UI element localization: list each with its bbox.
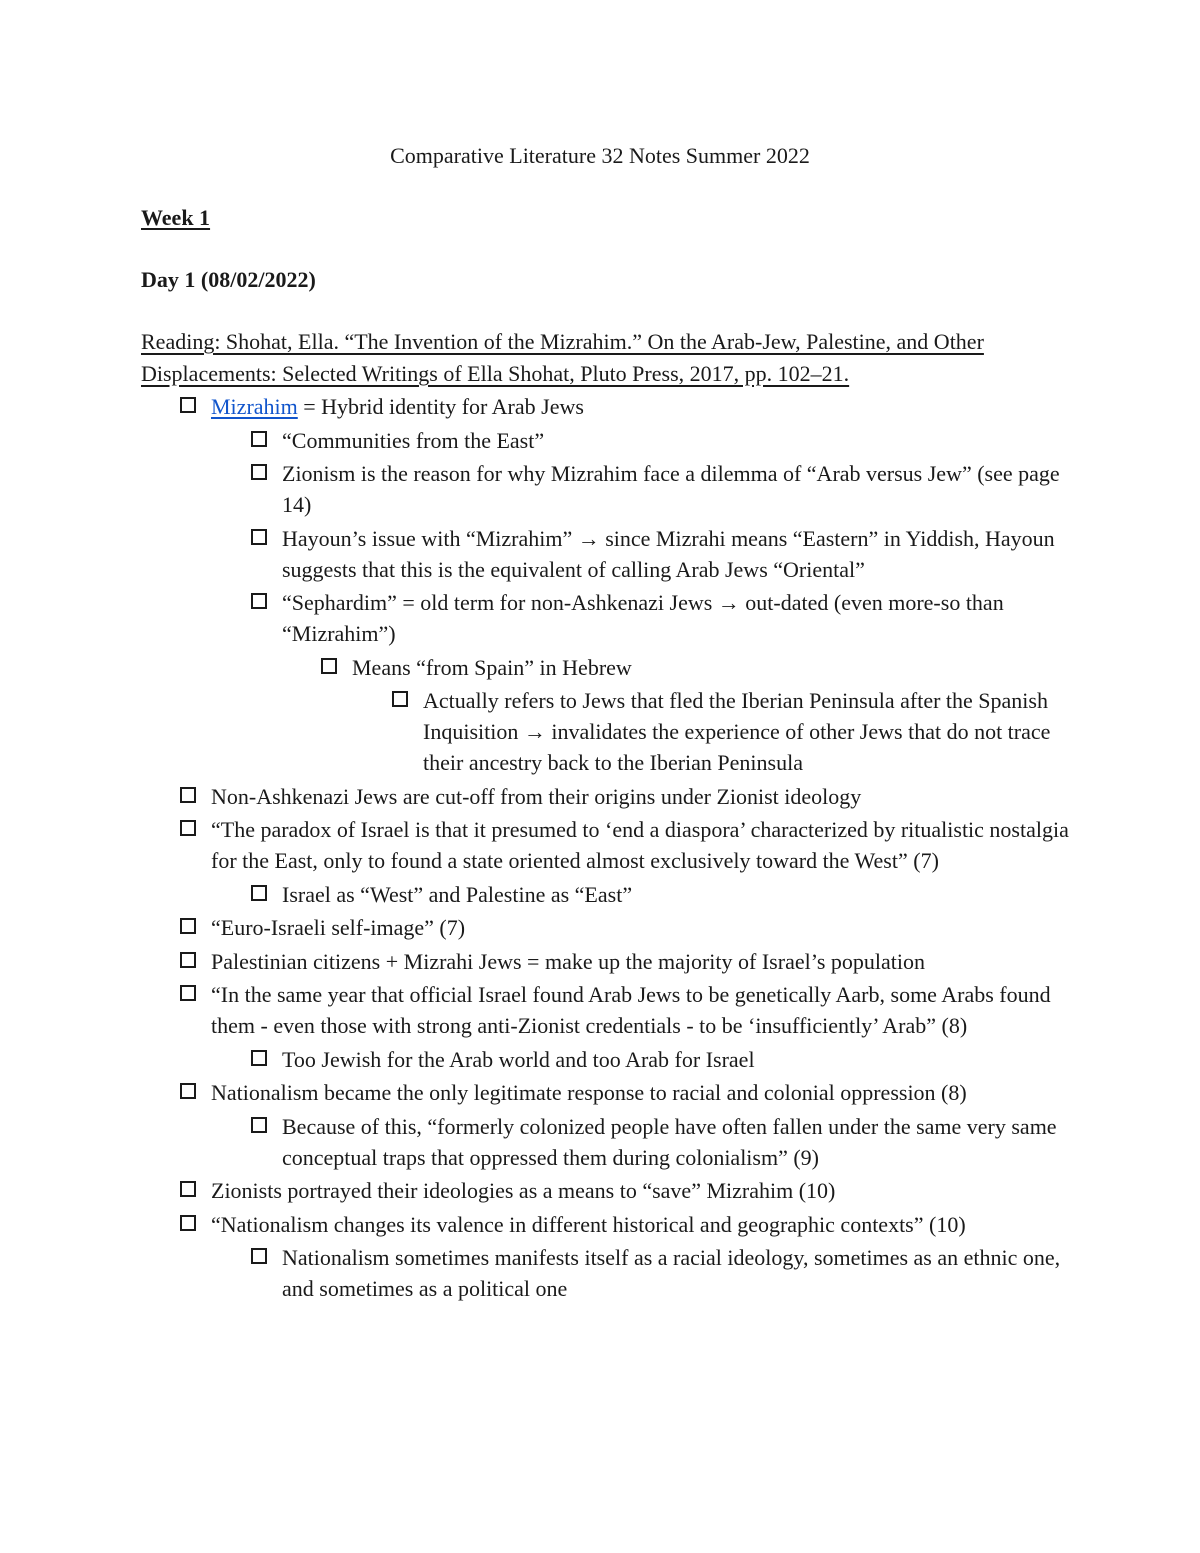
note-text [211, 781, 1071, 812]
note-body: “Communities from the East” [282, 427, 545, 453]
note-body: “Sephardim” = old term for non-Ashkenazi Jews → out-dated (even more-so than “Mizrahim”) [282, 590, 1004, 646]
checkbox-square-icon[interactable] [180, 985, 196, 1001]
notes-outline [0, 391, 1200, 1307]
note-body: Zionists portrayed their ideologies as a means to “save” Mizrahim (10) [211, 1178, 836, 1203]
note-text [211, 1175, 1071, 1206]
note-body: Non-Ashkenazi Jews are cut-off from their origins under Zionist ideology [211, 783, 862, 809]
note-text [282, 458, 1072, 520]
note-text [211, 912, 1071, 943]
note-item [0, 652, 1200, 683]
note-text [282, 1044, 1072, 1075]
document-title: Comparative Literature 32 Notes Summer 2022 [390, 143, 810, 168]
note-text [282, 425, 1072, 456]
day-heading: Day 1 (08/02/2022) [141, 267, 316, 292]
note-link[interactable]: Mizrahim [211, 394, 298, 419]
checkbox-square-icon[interactable] [180, 1181, 196, 1197]
note-text [211, 946, 1071, 977]
note-item [0, 946, 1200, 977]
note-body: = Hybrid identity for Arab Jews [297, 394, 584, 419]
note-body: “Euro-Israeli self-image” (7) [211, 915, 466, 940]
checkbox-square-icon[interactable] [251, 431, 267, 447]
note-item [0, 391, 1200, 422]
note-text [282, 1242, 1072, 1304]
note-text [211, 391, 1071, 422]
note-text [211, 979, 1071, 1041]
checkbox-square-icon[interactable] [321, 658, 337, 674]
checkbox-square-icon[interactable] [180, 952, 196, 968]
checkbox-square-icon[interactable] [392, 691, 408, 707]
note-item [0, 425, 1200, 456]
checkbox-square-icon[interactable] [251, 885, 267, 901]
note-body: “The paradox of Israel is that it presumed to ‘end a diaspora’ characterized by ritualistic nostalgia for the East, only to found a state oriented almost exclusively toward the West” (7) [211, 817, 1069, 873]
note-item [0, 1209, 1200, 1240]
note-body: Means “from Spain” in Hebrew [352, 654, 632, 680]
checkbox-square-icon[interactable] [180, 918, 196, 934]
note-item [0, 912, 1200, 943]
note-text [423, 685, 1073, 778]
note-item [0, 1242, 1200, 1304]
note-body: Palestinian citizens + Mizrahi Jews = make up the majority of Israel’s population [211, 948, 925, 974]
note-item [0, 979, 1200, 1041]
note-text [211, 1209, 1071, 1240]
note-item [0, 781, 1200, 812]
note-text [282, 879, 1072, 910]
note-body: Zionism is the reason for why Mizrahim face a dilemma of “Arab versus Jew” (see page 14) [282, 461, 1060, 517]
note-body: “In the same year that official Israel found Arab Jews to be genetically Aarb, some Arabs found them - even those with strong anti-Zionist credentials - to be ‘insufficiently’ Arab” (8) [211, 982, 1051, 1038]
note-body: Hayoun’s issue with “Mizrahim” → since Mizrahi means “Eastern” in Yiddish, Hayoun suggests that this is the equivalent of calling Arab Jews “Oriental” [282, 525, 1055, 582]
checkbox-square-icon[interactable] [180, 1215, 196, 1231]
checkbox-square-icon[interactable] [180, 397, 196, 413]
note-item [0, 685, 1200, 778]
note-item [0, 1044, 1200, 1075]
note-item [0, 458, 1200, 520]
note-item [0, 1077, 1200, 1108]
note-item [0, 1111, 1200, 1173]
note-text [282, 1111, 1072, 1173]
note-item [0, 879, 1200, 910]
checkbox-square-icon[interactable] [180, 787, 196, 803]
note-text [282, 523, 1072, 585]
checkbox-square-icon[interactable] [251, 593, 267, 609]
checkbox-square-icon[interactable] [251, 1050, 267, 1066]
checkbox-square-icon[interactable] [180, 820, 196, 836]
note-item [0, 1175, 1200, 1206]
note-body: Israel as “West” and Palestine as “East” [282, 881, 633, 907]
note-text [211, 814, 1071, 876]
checkbox-square-icon[interactable] [251, 1248, 267, 1264]
note-body: Nationalism sometimes manifests itself as a racial ideology, sometimes as an ethnic one, and sometimes as a political one [282, 1245, 1061, 1301]
reading-citation: Reading: Shohat, Ella. “The Invention of the Mizrahim.” On the Arab-Jew, Palestine, and Other Displacements: Selected Writings of Ella Shohat, Pluto Press, 2017, pp. 102–21. [141, 329, 984, 386]
note-body: Too Jewish for the Arab world and too Arab for Israel [282, 1046, 755, 1072]
week-heading: Week 1 [141, 205, 211, 230]
note-body: Actually refers to Jews that fled the Iberian Peninsula after the Spanish Inquisition → invalidates the experience of other Jews that do not trace their ancestry back to the Iberian Peninsula [423, 688, 1051, 775]
note-text [352, 652, 1072, 683]
note-body: “Nationalism changes its valence in different historical and geographic contexts” (10) [211, 1211, 966, 1237]
checkbox-square-icon[interactable] [180, 1083, 196, 1099]
checkbox-square-icon[interactable] [251, 1117, 267, 1133]
note-text [282, 587, 1072, 649]
note-item [0, 523, 1200, 585]
note-text [211, 1077, 1071, 1108]
note-item [0, 814, 1200, 876]
checkbox-square-icon[interactable] [251, 464, 267, 480]
note-body: Nationalism became the only legitimate response to racial and colonial oppression (8) [211, 1080, 967, 1105]
note-item [0, 587, 1200, 649]
checkbox-square-icon[interactable] [251, 529, 267, 545]
note-body: Because of this, “formerly colonized people have often fallen under the same very same conceptual traps that oppressed them during colonialism” (9) [282, 1113, 1057, 1170]
